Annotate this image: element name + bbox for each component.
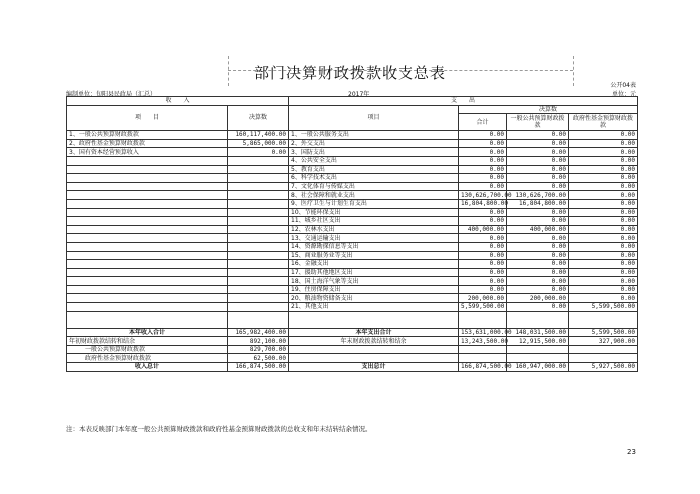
summary-expense-item: 本年支出合计 [289, 328, 459, 337]
empty-cell [67, 311, 228, 328]
income-item [67, 217, 228, 226]
income-item [67, 260, 228, 269]
expense-total: 0.00 [459, 156, 507, 165]
summary-income-item: 年初财政拨款结转和结余 [67, 337, 228, 346]
summary-expense-item [289, 354, 459, 363]
income-item [67, 156, 228, 165]
expense-total: 0.00 [459, 139, 507, 148]
income-amount: 160,117,400.00 [228, 131, 289, 140]
summary-row [67, 328, 638, 337]
empty-cell [228, 311, 289, 328]
expense-fund: 0.00 [569, 294, 638, 303]
expense-general: 0.00 [507, 251, 569, 260]
table-row [67, 148, 638, 157]
income-amount [228, 234, 289, 243]
year-label: 2017年 [348, 91, 370, 98]
income-item [67, 251, 228, 260]
expense-item: 13、交通运输支出 [289, 234, 459, 243]
expense-general: 0.00 [507, 148, 569, 157]
expense-total: 0.00 [459, 148, 507, 157]
expense-total: 400,000.00 [459, 225, 507, 234]
income-amount [228, 199, 289, 208]
table-row [67, 156, 638, 165]
expense-fund: 0.00 [569, 182, 638, 191]
expense-item: 4、公共安全支出 [289, 156, 459, 165]
expense-general: 0.00 [507, 260, 569, 269]
income-amount [228, 251, 289, 260]
table-row [67, 242, 638, 251]
income-amount [228, 156, 289, 165]
expense-item: 16、金融支出 [289, 260, 459, 269]
expense-item: 21、其他支出 [289, 303, 459, 312]
income-item [67, 165, 228, 174]
table-row [67, 217, 638, 226]
income-item [67, 268, 228, 277]
summary-expense-total [459, 345, 507, 354]
table-row [67, 303, 638, 312]
table-row [67, 131, 638, 140]
expense-general: 130,626,700.00 [507, 191, 569, 200]
income-amount [228, 242, 289, 251]
fund-header: 政府性基金预算财政拨款 [569, 114, 638, 131]
income-header: 收 入 [67, 97, 289, 106]
table-row [67, 294, 638, 303]
table-row [67, 199, 638, 208]
income-amount [228, 208, 289, 217]
expense-fund: 0.00 [569, 251, 638, 260]
income-item: 3、国有资本经营预算收入 [67, 148, 228, 157]
expense-item: 9、医疗卫生与计划生育支出 [289, 199, 459, 208]
expense-general: 16,804,800.00 [507, 199, 569, 208]
income-item [67, 277, 228, 286]
summary-expense-general: 160,947,000.00 [507, 363, 569, 372]
summary-expense-item [289, 345, 459, 354]
expense-general: 0.00 [507, 234, 569, 243]
income-amount [228, 303, 289, 312]
income-item [67, 242, 228, 251]
expense-header: 支 出 [289, 97, 638, 106]
expense-general: 0.00 [507, 139, 569, 148]
summary-row [67, 363, 638, 372]
summary-income-item: 收入总计 [67, 363, 228, 372]
expense-total: 0.00 [459, 182, 507, 191]
income-amount [228, 182, 289, 191]
table-row [67, 208, 638, 217]
expense-general: 0.00 [507, 174, 569, 183]
expense-fund: 0.00 [569, 208, 638, 217]
total-header: 合计 [459, 114, 507, 131]
table-row [67, 277, 638, 286]
summary-income-amount: 166,874,500.00 [228, 363, 289, 372]
summary-expense-general: 12,915,500.00 [507, 337, 569, 346]
income-amount [228, 191, 289, 200]
income-item: 1、一般公共预算财政拨款 [67, 131, 228, 140]
table-row [67, 234, 638, 243]
final2-header: 决算数 [459, 105, 638, 114]
empty-cell [569, 311, 638, 328]
expense-fund: 0.00 [569, 225, 638, 234]
expense-item: 18、国土海洋气象等支出 [289, 277, 459, 286]
summary-expense-fund: 5,927,500.00 [569, 363, 638, 372]
table-row [67, 139, 638, 148]
income-amount [228, 217, 289, 226]
expense-item: 7、文化体育与传媒支出 [289, 182, 459, 191]
summary-income-amount: 829,700.00 [228, 345, 289, 354]
form-number: 公开04表 [610, 82, 636, 89]
item-header: 项 目 [67, 105, 228, 131]
expense-total: 0.00 [459, 165, 507, 174]
table-row [67, 182, 638, 191]
summary-income-item: 本年收入合计 [67, 328, 228, 337]
expense-fund: 0.00 [569, 260, 638, 269]
income-amount [228, 165, 289, 174]
income-item [67, 182, 228, 191]
expense-general: 0.00 [507, 131, 569, 140]
summary-expense-general [507, 345, 569, 354]
expense-general: 400,000.00 [507, 225, 569, 234]
income-amount: 5,865,000.00 [228, 139, 289, 148]
summary-income-item: 一般公共预算财政拨款 [67, 345, 228, 354]
summary-row [67, 345, 638, 354]
summary-expense-total: 153,631,000.00 [459, 328, 507, 337]
expense-item: 20、粮油物资储备支出 [289, 294, 459, 303]
expense-total: 0.00 [459, 242, 507, 251]
expense-total: 200,000.00 [459, 294, 507, 303]
expense-general: 0.00 [507, 303, 569, 312]
expense-item: 10、节能环保支出 [289, 208, 459, 217]
expense-fund: 0.00 [569, 199, 638, 208]
column-header-row-1 [67, 105, 638, 114]
expense-total: 0.00 [459, 217, 507, 226]
income-item [67, 303, 228, 312]
summary-expense-fund [569, 354, 638, 363]
expense-item: 8、社会保障和就业支出 [289, 191, 459, 200]
expense-general: 0.00 [507, 156, 569, 165]
income-item [67, 174, 228, 183]
expense-item: 17、援助其他地区支出 [289, 268, 459, 277]
expense-fund: 5,599,500.00 [569, 303, 638, 312]
expense-total: 0.00 [459, 174, 507, 183]
expense-total: 0.00 [459, 277, 507, 286]
summary-expense-total [459, 354, 507, 363]
expense-total: 0.00 [459, 234, 507, 243]
expense-item: 3、国防支出 [289, 148, 459, 157]
summary-expense-item: 年末财政拨款结转和结余 [289, 337, 459, 346]
expense-item: 1、一般公共服务支出 [289, 131, 459, 140]
summary-income-amount: 892,100.00 [228, 337, 289, 346]
expense-fund: 0.00 [569, 131, 638, 140]
expense-fund: 0.00 [569, 139, 638, 148]
table-row [67, 285, 638, 294]
page-number: 23 [627, 448, 636, 456]
expense-total: 130,626,700.00 [459, 191, 507, 200]
page-title: 部门决算财政拨款收支总表 [253, 64, 446, 82]
summary-expense-fund: 327,900.00 [569, 337, 638, 346]
table-row [67, 165, 638, 174]
income-item [67, 285, 228, 294]
expense-fund: 0.00 [569, 242, 638, 251]
expense-fund: 0.00 [569, 268, 638, 277]
expense-item: 6、科学技术支出 [289, 174, 459, 183]
expense-fund: 0.00 [569, 285, 638, 294]
income-amount [228, 285, 289, 294]
income-amount: 0.00 [228, 148, 289, 157]
final-header: 决算数 [228, 105, 289, 131]
table-row [67, 191, 638, 200]
summary-expense-item: 支出总计 [289, 363, 459, 372]
expense-item: 12、农林水支出 [289, 225, 459, 234]
income-amount [228, 277, 289, 286]
summary-row [67, 354, 638, 363]
expense-item: 2、外交支出 [289, 139, 459, 148]
expense-general: 0.00 [507, 208, 569, 217]
summary-expense-fund [569, 345, 638, 354]
expense-general: 0.00 [507, 165, 569, 174]
unit-label: 单位：元 [611, 91, 636, 98]
income-item [67, 294, 228, 303]
summary-row [67, 337, 638, 346]
expense-general: 0.00 [507, 285, 569, 294]
income-item [67, 225, 228, 234]
table-row [67, 251, 638, 260]
expense-fund: 0.00 [569, 174, 638, 183]
empty-cell [459, 311, 507, 328]
spacer-row [67, 311, 638, 328]
summary-income-amount: 165,982,400.00 [228, 328, 289, 337]
expense-fund: 0.00 [569, 217, 638, 226]
income-item [67, 208, 228, 217]
expense-fund: 0.00 [569, 148, 638, 157]
item2-header: 项目 [289, 105, 459, 131]
expense-total: 0.00 [459, 285, 507, 294]
expense-total: 16,804,800.00 [459, 199, 507, 208]
expense-general: 0.00 [507, 268, 569, 277]
summary-expense-general: 148,031,500.00 [507, 328, 569, 337]
expense-general: 0.00 [507, 182, 569, 191]
expense-total: 0.00 [459, 208, 507, 217]
expense-fund: 0.00 [569, 277, 638, 286]
income-item [67, 199, 228, 208]
income-amount [228, 268, 289, 277]
summary-expense-total: 166,874,500.00 [459, 363, 507, 372]
summary-expense-total: 13,243,500.00 [459, 337, 507, 346]
empty-cell [507, 311, 569, 328]
expense-total: 0.00 [459, 131, 507, 140]
expense-item: 19、住房保障支出 [289, 285, 459, 294]
org-label: 编制单位：旬阳县民政局（汇总） [66, 91, 157, 98]
table-row [67, 174, 638, 183]
income-item: 2、政府性基金预算财政拨款 [67, 139, 228, 148]
income-amount [228, 294, 289, 303]
income-amount [228, 260, 289, 269]
income-amount [228, 225, 289, 234]
footnote: 注：本表反映部门本年度一般公共预算财政拨款和政府性基金预算财政拨款的总收支和年末结转结余情况。 [66, 425, 372, 433]
expense-fund: 0.00 [569, 234, 638, 243]
expense-item: 15、商业服务业等支出 [289, 251, 459, 260]
expense-fund: 0.00 [569, 165, 638, 174]
expense-total: 0.00 [459, 260, 507, 269]
summary-expense-general [507, 354, 569, 363]
expense-fund: 0.00 [569, 191, 638, 200]
income-item [67, 234, 228, 243]
summary-income-amount: 62,500.00 [228, 354, 289, 363]
expense-total: 0.00 [459, 268, 507, 277]
section-header-row [67, 97, 638, 106]
expense-general: 0.00 [507, 277, 569, 286]
expense-total: 5,599,500.00 [459, 303, 507, 312]
finance-table [66, 96, 638, 372]
expense-general: 0.00 [507, 217, 569, 226]
table-row [67, 268, 638, 277]
table-row [67, 260, 638, 269]
table-row [67, 225, 638, 234]
income-item [67, 191, 228, 200]
summary-expense-fund: 5,599,500.00 [569, 328, 638, 337]
expense-item: 5、教育支出 [289, 165, 459, 174]
income-amount [228, 174, 289, 183]
expense-item: 14、资源勘探信息等支出 [289, 242, 459, 251]
expense-total: 0.00 [459, 251, 507, 260]
expense-item: 11、城乡社区支出 [289, 217, 459, 226]
empty-cell [289, 311, 459, 328]
general-header: 一般公共预算财政拨款 [507, 114, 569, 131]
expense-fund: 0.00 [569, 156, 638, 165]
summary-income-item: 政府性基金预算财政拨款 [67, 354, 228, 363]
expense-general: 200,000.00 [507, 294, 569, 303]
expense-general: 0.00 [507, 242, 569, 251]
